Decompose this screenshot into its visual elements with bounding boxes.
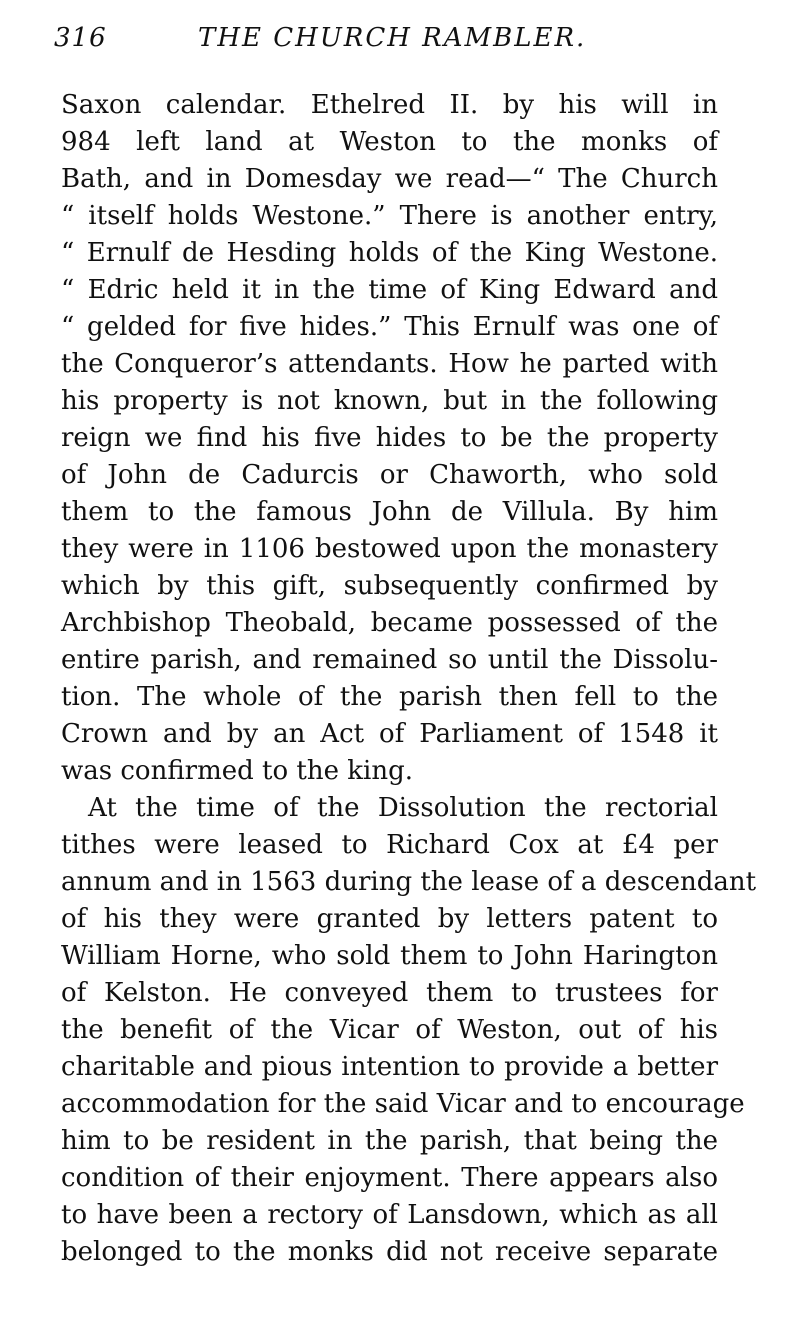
text-line: entire parish, and remained so until the Dissolu-: [61, 645, 718, 675]
text-line: to have been a rectory of Lansdown, which as all: [61, 1200, 718, 1230]
text-line: the benefit of the Vicar of Weston, out of his: [61, 1015, 718, 1045]
text-line: “ Ernulf de Hesding holds of the King Westone.: [61, 238, 718, 268]
text-line: Saxon calendar. Ethelred II. by his will in: [61, 90, 718, 120]
text-line: the Conqueror’s attendants. How he parted with: [61, 349, 718, 379]
text-line: of his they were granted by letters patent to: [61, 904, 718, 934]
text-line: him to be resident in the parish, that being the: [61, 1126, 718, 1156]
text-line: annum and in 1563 during the lease of a descendant: [61, 867, 757, 897]
text-line: “ gelded for five hides.” This Ernulf was one of: [61, 312, 718, 342]
text-line: tion. The whole of the parish then fell to the: [61, 682, 718, 712]
running-header: [50, 20, 730, 56]
text-line: reign we find his five hides to be the property: [61, 423, 718, 453]
text-line: of Kelston. He conveyed them to trustees for: [61, 978, 718, 1008]
text-line: charitable and pious intention to provide a better: [61, 1052, 718, 1082]
text-line: condition of their enjoyment. There appears also: [61, 1163, 718, 1193]
text-line: At the time of the Dissolution the rectorial: [88, 793, 718, 823]
body-text: [61, 87, 757, 1271]
text-line: Bath, and in Domesday we read—“ The Church: [61, 164, 718, 194]
text-line: “ itself holds Westone.” There is another entry,: [61, 201, 718, 231]
text-line: tithes were leased to Richard Cox at £4 per: [61, 830, 718, 860]
page-number: 316: [54, 23, 107, 53]
text-line: Crown and by an Act of Parliament of 1548 it: [61, 719, 718, 749]
text-line: accommodation for the said Vicar and to encourage: [61, 1089, 745, 1119]
running-title: THE CHURCH RAMBLER.: [198, 23, 587, 53]
text-line: them to the famous John de Villula. By him: [61, 497, 718, 527]
text-line: his property is not known, but in the following: [61, 386, 718, 416]
text-line: “ Edric held it in the time of King Edward and: [61, 275, 718, 305]
text-line: belonged to the monks did not receive separate: [61, 1237, 718, 1267]
text-line: Archbishop Theobald, became possessed of the: [61, 608, 718, 638]
text-line: 984 left land at Weston to the monks of: [61, 127, 718, 157]
text-line: William Horne, who sold them to John Harington: [61, 941, 718, 971]
text-line: they were in 1106 bestowed upon the monastery: [61, 534, 718, 564]
text-line: was confirmed to the king.: [61, 756, 413, 786]
text-line: of John de Cadurcis or Chaworth, who sold: [61, 460, 718, 490]
text-line: which by this gift, subsequently confirmed by: [61, 571, 718, 601]
